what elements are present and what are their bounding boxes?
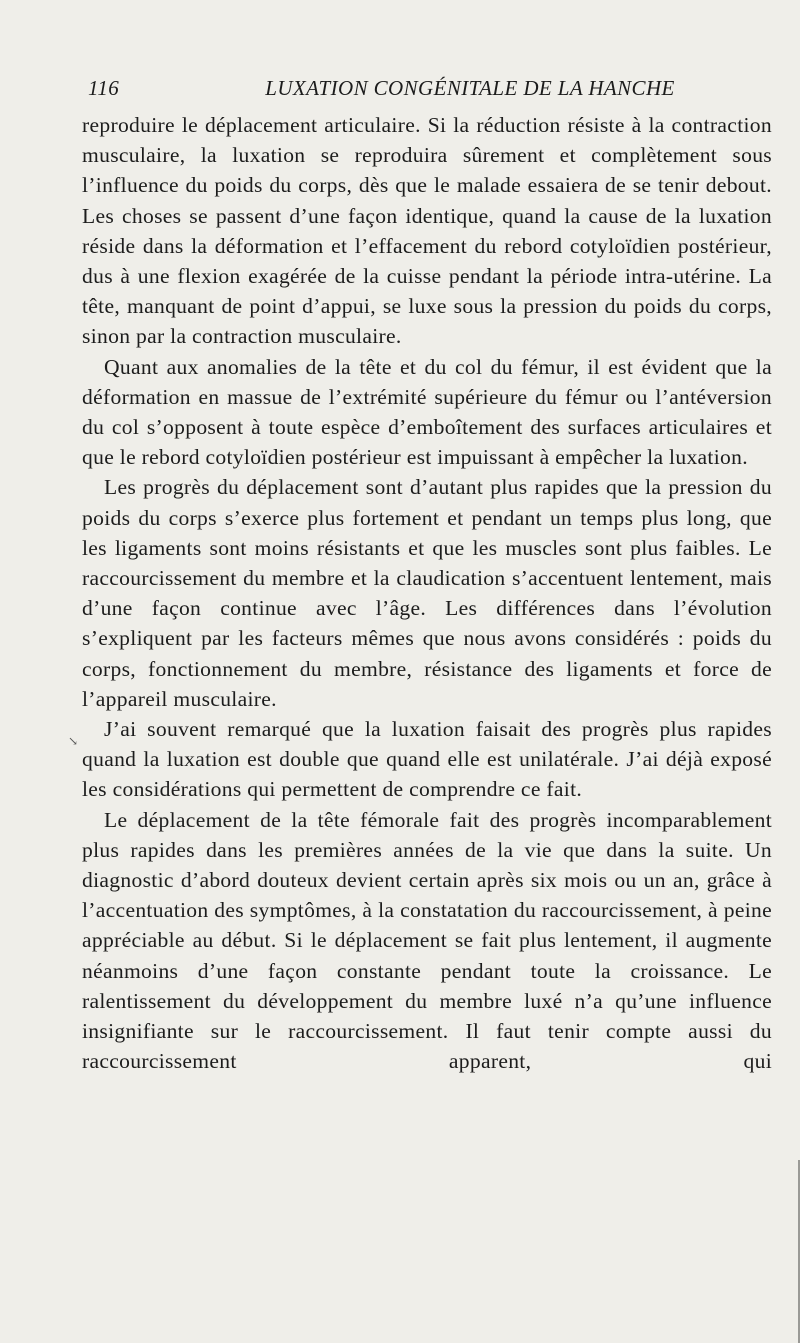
paragraph-4: J’ai souvent remarqué que la luxation faisait des progrès plus rapides quand la luxation est double que quand elle est unilatérale. J’ai déjà exposé les considérations qui permettent de comprendre ce fait. — [82, 717, 772, 802]
paragraph-5: Le déplacement de la tête fémorale fait des progrès incomparablement plus rapides dans les premières années de la vie que dans la suite. Un diagnostic d’abord douteux devient certain après six mois ou un an, grâce à l’accentuation des symptômes, à la constatation du raccourcissement, à peine appréciable au début. Si le déplacement se fait plus lentement, il augmente néanmoins d’une façon constante pendant toute la croissance. Le ralentissement du développement du membre luxé n’a qu’une influence insignifiante sur le raccourcissement. Il faut tenir compte aussi du raccourcissement apparent, qui — [82, 807, 772, 1074]
page-number: 116 — [88, 76, 120, 100]
paragraph-3: Les progrès du déplacement sont d’autant plus rapides que la pression du poids du corps s’exerce plus fortement et pendant un temps plus long, que les ligaments sont moins résistants et que les muscles sont plus faibles. Le raccourcissement du membre et la claudication s’accentuent lentement, mais d’une façon continue avec l’âge. Les différences dans l’évolution s’expliquent par les facteurs mêmes que nous avons considérés : poids du corps, fonctionnement du membre, résistance des ligaments et force de l’appareil musculaire. — [82, 475, 772, 711]
paragraph-2: Quant aux anomalies de la tête et du col du fémur, il est évident que la déformation en massue de l’extrémité supérieure du fémur ou l’antéversion du col s’opposent à toute espèce d’emboîtement des surfaces articulaires et que le rebord cotyloïdien postérieur est impuissant à empêcher la luxation. — [82, 354, 772, 470]
paragraph-1: reproduire le déplacement articulaire. Si la réduction résiste à la contraction musculaire, la luxation se reproduira sûrement et complètement sous l’influence du poids du corps, dès que le malade essaiera de se tenir debout. Les choses se passent d’une façon identique, quand la cause de la luxation réside dans la déformation et l’effacement du rebord cotyloïdien postérieur, dus à une flexion exagérée de la cuisse pendant la période intra-utérine. La tête, manquant de point d’appui, se luxe sous la pression du poids du corps, sinon par la contraction musculaire. — [82, 113, 772, 349]
running-title: LUXATION CONGÉNITALE DE LA HANCHE — [265, 76, 675, 100]
body-text — [82, 110, 772, 1077]
running-head — [88, 76, 770, 102]
margin-mark: ↘ — [68, 734, 79, 748]
